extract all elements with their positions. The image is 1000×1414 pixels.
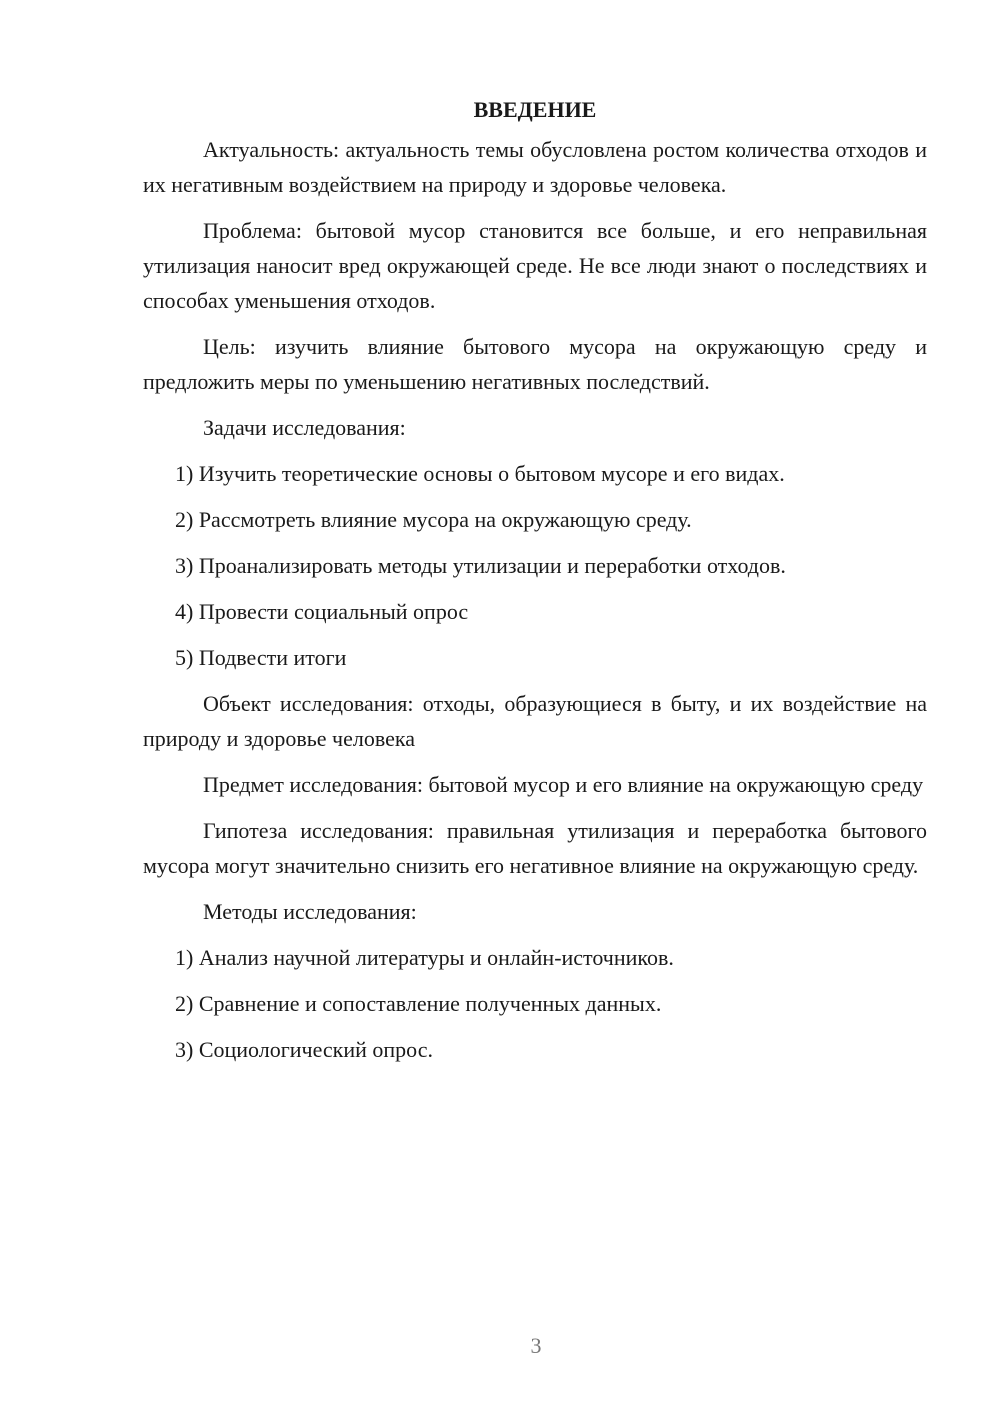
methods-title: Методы исследования: [203,899,417,924]
task-item-5: 5) Подвести итоги [175,645,347,670]
document-page [143,92,927,1078]
method-item-2: 2) Сравнение и сопоставление полученных данных. [175,991,662,1016]
goal-paragraph: Цель: изучить влияние бытового мусора на окружающую среду и предложить меры по уменьшению негативных последствий. [143,334,927,394]
task-item-1: 1) Изучить теоретические основы о бытовом мусоре и его видах. [175,461,785,486]
problem-paragraph: Проблема: бытовой мусор становится все больше, и его неправильная утилизация наносит вред окружающей среде. Не все люди знают о последствиях и способах уменьшения отходов. [143,218,927,313]
page-title: ВВЕДЕНИЕ [473,97,597,122]
page-number: 3 [530,1333,542,1358]
hypothesis-paragraph: Гипотеза исследования: правильная утилизация и переработка бытового мусора могут значительно снизить его негативное влияние на окружающую среду. [143,818,927,878]
task-item-2: 2) Рассмотреть влияние мусора на окружающую среду. [175,507,692,532]
object-paragraph: Объект исследования: отходы, образующиеся в быту, и их воздействие на природу и здоровье человека [143,691,927,751]
subject-paragraph: Предмет исследования: бытовой мусор и его влияние на окружающую среду [203,772,924,797]
tasks-title: Задачи исследования: [203,415,406,440]
method-item-1: 1) Анализ научной литературы и онлайн-источников. [175,945,674,970]
task-item-3: 3) Проанализировать методы утилизации и переработки отходов. [175,553,786,578]
relevance-paragraph: Актуальность: актуальность темы обусловлена ростом количества отходов и их негативным воздействием на природу и здоровье человека. [143,137,927,197]
method-item-3: 3) Социологический опрос. [175,1037,433,1062]
task-item-4: 4) Провести социальный опрос [175,599,469,624]
